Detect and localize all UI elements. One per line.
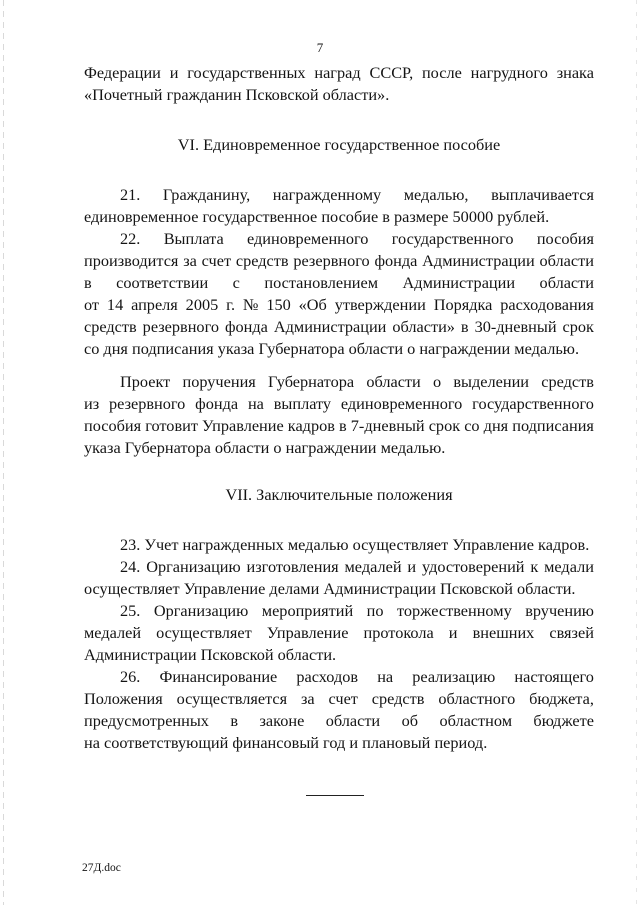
word: срок	[428, 416, 461, 435]
word: средств	[235, 251, 289, 270]
text-line	[84, 666, 594, 688]
word: Администрации	[273, 317, 387, 336]
word: 24.	[120, 557, 141, 576]
word: за	[300, 689, 315, 708]
word: государственного	[472, 394, 594, 413]
word: области	[539, 273, 594, 292]
word: за	[183, 251, 197, 270]
word: на	[377, 667, 394, 686]
word: Гражданину,	[162, 185, 251, 204]
word: Губернатора	[268, 372, 355, 391]
word: государственного	[391, 229, 514, 248]
paragraph-22	[84, 228, 594, 360]
text-line: Администрации Псковской области.	[84, 645, 337, 664]
word: областного	[438, 689, 516, 708]
text-line: со дня подписания указа Губернатора области о награждении медалью.	[84, 339, 580, 358]
text-line	[84, 294, 594, 316]
text-line	[84, 184, 594, 206]
text-line	[84, 415, 594, 437]
text-line: «Почетный гражданин Псковской области».	[84, 85, 390, 104]
text-line	[84, 688, 594, 710]
footer-filename: 27Д.doc	[82, 862, 121, 874]
word: единовременного	[340, 394, 463, 413]
text-line	[84, 393, 594, 415]
word: со	[464, 416, 480, 435]
word: в	[460, 317, 469, 336]
text-line: на соответствующий финансовый год и плановый период.	[84, 733, 488, 752]
word: выплату	[273, 394, 332, 413]
word: расходов	[296, 667, 359, 686]
word: 22.	[120, 229, 141, 248]
intro-paragraph	[84, 62, 594, 106]
word: наград	[314, 63, 361, 82]
word: области»	[392, 317, 455, 336]
word: №	[242, 295, 259, 314]
word: пособия	[84, 416, 142, 435]
word: апреля	[131, 295, 178, 314]
word: об	[401, 711, 419, 730]
word: фонда	[374, 251, 418, 270]
word: в	[84, 273, 92, 292]
text-line	[84, 710, 594, 732]
word: медалей	[84, 623, 142, 642]
paragraph-project	[84, 371, 594, 459]
word: счет	[328, 689, 358, 708]
word: средств	[371, 689, 425, 708]
word: Управление	[266, 623, 349, 642]
text-line	[84, 62, 594, 84]
word: г.	[226, 295, 236, 314]
word: кадров	[287, 416, 335, 435]
scan-edge-left	[3, 0, 4, 905]
text-line	[84, 556, 594, 578]
text-line	[84, 228, 594, 250]
word: 7-дневный	[350, 416, 425, 435]
word: срок	[562, 317, 594, 336]
word: от	[84, 295, 100, 314]
word: производится	[84, 251, 179, 270]
word: награжденному	[272, 185, 382, 204]
word: государственных	[187, 63, 306, 82]
word: и	[407, 557, 417, 576]
word: средств	[84, 317, 137, 336]
word: связей	[549, 623, 594, 642]
word: Проект	[120, 372, 171, 391]
section-7-heading: VII. Заключительные положения	[225, 485, 453, 504]
word: резервного	[142, 317, 219, 336]
word: реализацию	[412, 667, 496, 686]
word: 150	[266, 295, 291, 314]
word: области	[325, 711, 381, 730]
word: Положения	[84, 689, 163, 708]
word: в	[339, 416, 347, 435]
word: после	[421, 63, 462, 82]
text-line: 23. Учет награжденных медалью осуществляет Управление кадров.	[120, 535, 590, 554]
word: единовременного	[247, 229, 369, 248]
word: 26.	[120, 667, 141, 686]
word: осуществляется	[176, 689, 288, 708]
word: о	[433, 372, 442, 391]
word: готовит	[145, 416, 198, 435]
word: бюджета,	[529, 689, 594, 708]
word: удостоверений	[421, 557, 525, 576]
word: счет	[201, 251, 232, 270]
word: протокола	[363, 623, 434, 642]
word: подписания	[512, 416, 594, 435]
word: вручению	[525, 601, 594, 620]
word: СССР,	[369, 63, 414, 82]
document-body	[84, 62, 594, 754]
word: Администрации	[402, 273, 516, 292]
word: пособия	[536, 229, 594, 248]
word: нагрудного	[470, 63, 548, 82]
text-line: указа Губернатора области о награждении медалью.	[84, 438, 446, 457]
word: «Об	[298, 295, 327, 314]
page-number: 7	[316, 40, 324, 55]
word: области	[539, 251, 594, 270]
word: Управление	[202, 416, 284, 435]
word: медалью,	[403, 185, 469, 204]
paragraph-26	[84, 666, 594, 754]
word: дня	[483, 416, 509, 435]
word: бюджете	[533, 711, 594, 730]
word: и	[448, 623, 458, 642]
word: средств	[541, 372, 594, 391]
word: утверждении	[334, 295, 426, 314]
text-line	[84, 316, 594, 338]
word: медалей	[344, 557, 402, 576]
word: торжественному	[397, 601, 512, 620]
word: расходования	[500, 295, 594, 314]
word: внешних	[472, 623, 535, 642]
paragraph-24	[84, 556, 594, 600]
text-line	[84, 250, 594, 272]
word: 21.	[120, 185, 141, 204]
word: с	[232, 273, 240, 292]
word: из	[84, 394, 100, 413]
word: в	[230, 711, 239, 730]
word: осуществляет	[156, 623, 252, 642]
word: поручения	[182, 372, 256, 391]
text-line	[84, 371, 594, 393]
word: резервного	[109, 394, 186, 413]
word: резервного	[293, 251, 370, 270]
word: предусмотренных	[84, 711, 209, 730]
text-line	[84, 622, 594, 644]
word: мероприятий	[261, 601, 354, 620]
text-line	[84, 600, 594, 622]
word: к	[530, 557, 539, 576]
text-line: единовременное государственное пособие в размере 50000 рублей.	[84, 207, 550, 226]
paragraph-23	[84, 534, 594, 556]
word: выплачивается	[491, 185, 594, 204]
word: фонда	[195, 394, 239, 413]
word: Порядка	[433, 295, 493, 314]
word: медали	[544, 557, 594, 576]
text-line	[84, 272, 594, 294]
word: законе	[259, 711, 305, 730]
word: соответствии	[116, 273, 209, 292]
word: 2005	[185, 295, 219, 314]
word: Администрации	[422, 251, 535, 270]
word: настоящего	[514, 667, 594, 686]
word: изготовления	[246, 557, 339, 576]
word: Финансирование	[159, 667, 278, 686]
paragraph-25	[84, 600, 594, 666]
word: областном	[439, 711, 512, 730]
word: 25.	[120, 601, 141, 620]
word: области	[366, 372, 421, 391]
word: Выплата	[163, 229, 224, 248]
word: знака	[556, 63, 594, 82]
end-divider	[306, 795, 364, 796]
word: фонда	[224, 317, 268, 336]
word: постановлением	[264, 273, 379, 292]
word: Организацию	[153, 601, 249, 620]
section-6-heading: VI. Единовременное государственное пособие	[177, 135, 501, 154]
word: и	[169, 63, 179, 82]
word: 30-дневный	[474, 317, 557, 336]
word: по	[366, 601, 384, 620]
scan-edge-right	[636, 0, 637, 905]
word: Организацию	[146, 557, 241, 576]
word: Федерации	[84, 63, 161, 82]
word: 14	[106, 295, 124, 314]
word: на	[247, 394, 264, 413]
paragraph-21	[84, 184, 594, 228]
word: выделении	[453, 372, 530, 391]
text-line: осуществляет Управление делами Администрации Псковской области.	[84, 579, 576, 598]
